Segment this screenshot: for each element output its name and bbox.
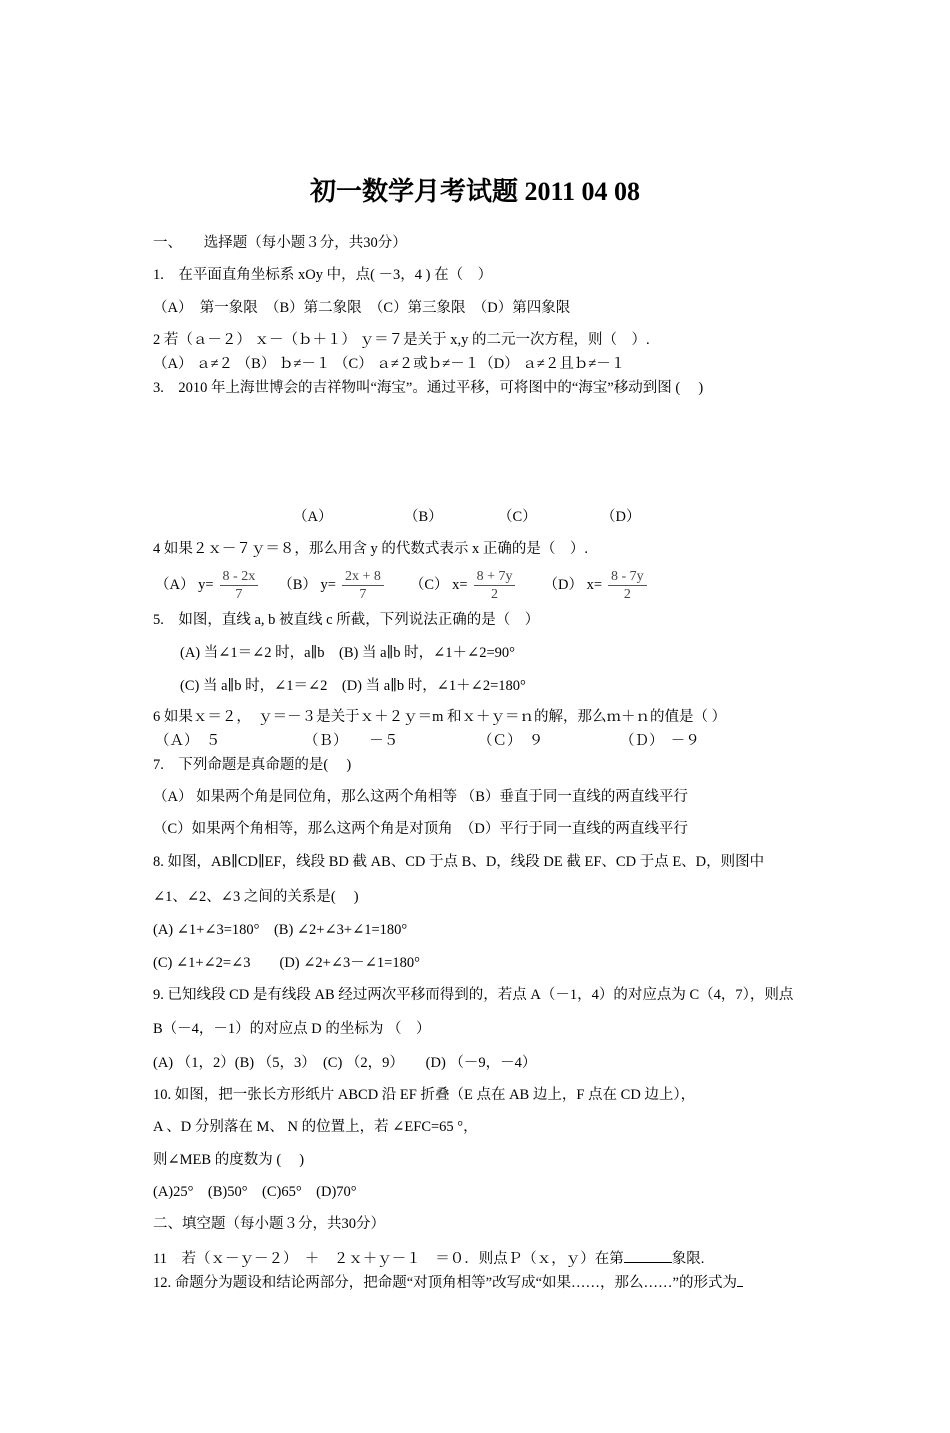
question-10-stem: 10. 如图，把一张长方形纸片 ABCD 沿 EF 折叠（E 点在 AB 边上，F 点在 CD 边上）， [153, 1087, 696, 1103]
question-6-option-b: （Ｂ） －５ [304, 733, 399, 749]
option-b-label: （B） y= [278, 577, 336, 593]
question-12-stem: 12. 命题分为题设和结论两部分，把命题“对顶角相等”改写成“如果……，那么……”的形式为 [153, 1275, 737, 1291]
question-11-stem: 11 若（ｘ－ｙ－２） ＋ ２ｘ＋ｙ－１ ＝０．则点Ｐ（ｘ，ｙ）在第 [153, 1251, 624, 1267]
question-7-options-1: （A） 如果两个角是同位角，那么这两个角相等 （B）垂直于同一直线的两直线平行 [153, 789, 688, 805]
question-10-options: (A)25° (B)50° (C)65° (D)70° [153, 1184, 357, 1200]
option-c-label: （C） x= [409, 577, 468, 593]
question-6-option-a: （Ａ） ５ [155, 733, 221, 749]
page-title: 初一数学月考试题 2011 04 08 [309, 177, 641, 206]
answer-blank[interactable] [737, 1272, 743, 1287]
question-8-stem: 8. 如图，AB∥CD∥EF，线段 BD 截 AB、CD 于点 B、D，线段 DE 截 EF、CD 于点 E、D，则图中 [153, 854, 765, 870]
question-3-label-a: （A） [293, 509, 333, 525]
question-6-stem: 6 如果ｘ＝２， ｙ＝－３是关于ｘ＋２ｙ＝m 和ｘ＋ｙ＝ｎ的解，那么ｍ＋ｎ的值是（ ） [153, 709, 727, 725]
question-2-stem: 2 若（ａ－２） ｘ－（ｂ＋１） ｙ＝７是关于 x,y 的二元一次方程，则（ ）. [153, 332, 650, 348]
question-5-options-2: (C) 当 a∥b 时，∠1＝∠2 (D) 当 a∥b 时，∠1＋∠2=180° [180, 678, 526, 694]
question-6-option-c: （Ｃ） ９ [478, 733, 544, 749]
question-9-options: (A) （1，2）(B) （5，3） (C) （2，9） (D) （－9，－4） [153, 1055, 537, 1071]
option-a-denominator: 7 [235, 586, 243, 602]
option-a-numerator: 8 - 2x [220, 568, 259, 586]
option-b-fraction [342, 568, 384, 603]
option-c-denominator: 2 [491, 586, 499, 602]
question-2-options: （A） ａ≠２ （B） ｂ≠－１ （C） ａ≠２或ｂ≠－１（D） ａ≠２且ｂ≠－１ [153, 356, 626, 372]
question-6-option-d: （Ｄ） －９ [620, 733, 700, 749]
question-1-stem: 1. 在平面直角坐标系 xOy 中，点( －3，4 ) 在（ ） [153, 267, 493, 283]
question-11-tail: 象限. [671, 1251, 705, 1267]
question-3-label-c: （C） [498, 509, 537, 525]
answer-blank[interactable] [624, 1248, 672, 1263]
question-3-label-b: （B） [404, 509, 443, 525]
option-b-denominator: 7 [359, 586, 367, 602]
section-2-heading: 二、填空题（每小题３分，共30分） [153, 1216, 385, 1232]
option-a-fraction [220, 568, 259, 603]
question-8-options-1: (A) ∠1+∠3=180° (B) ∠2+∠3+∠1=180° [153, 922, 408, 938]
option-d-numerator: 8 - 7y [608, 568, 647, 586]
question-7-options-2: （C）如果两个角相等，那么这两个角是对顶角 （D）平行于同一直线的两直线平行 [153, 821, 688, 837]
option-c-fraction [474, 568, 516, 603]
option-d-label: （D） x= [543, 577, 603, 593]
question-12 [153, 1272, 743, 1292]
question-11 [153, 1248, 704, 1268]
question-3-stem: 3. 2010 年上海世博会的吉祥物叫“海宝”。通过平移，可将图中的“海宝”移动到图 ( ) [153, 380, 704, 396]
option-d-fraction [608, 568, 647, 603]
question-5-stem: 5. 如图，直线 a, b 被直线 c 所截，下列说法正确的是（ ） [153, 612, 540, 628]
option-a-label: （A） y= [155, 577, 214, 593]
question-10-stem-3: 则∠MEB 的度数为 ( ) [153, 1152, 305, 1168]
option-b-numerator: 2x + 8 [342, 568, 384, 586]
question-5-options-1: (A) 当∠1＝∠2 时，a∥b (B) 当 a∥b 时，∠1＋∠2=90° [180, 645, 515, 661]
question-1-options: （A） 第一象限 （B）第二象限 （C）第三象限 （D）第四象限 [153, 300, 571, 316]
question-10-stem-2: A 、D 分别落在 M、 N 的位置上，若 ∠EFC=65 °， [153, 1119, 478, 1135]
question-7-stem: 7. 下列命题是真命题的是( ) [153, 757, 352, 773]
question-9-stem-2: B（－4，－1）的对应点 D 的坐标为 （ ） [153, 1021, 431, 1037]
question-3-label-d: （D） [601, 509, 641, 525]
question-4-stem: 4 如果２ｘ－７ｙ＝８，那么用含 y 的代数式表示 x 正确的是（ ）. [153, 541, 588, 557]
question-4-options [155, 566, 653, 604]
question-8-options-2: (C) ∠1+∠2=∠3 (D) ∠2+∠3－∠1=180° [153, 955, 420, 971]
option-c-numerator: 8 + 7y [474, 568, 516, 586]
question-9-stem: 9. 已知线段 CD 是有线段 AB 经过两次平移而得到的，若点 A（－1，4）的对应点为 C（4，7），则点 [153, 987, 794, 1003]
option-d-denominator: 2 [623, 586, 631, 602]
question-8-stem-2: ∠1、∠2、∠3 之间的关系是( ) [153, 889, 359, 905]
section-1-heading: 一、 选择题（每小题３分，共30分） [153, 235, 407, 251]
